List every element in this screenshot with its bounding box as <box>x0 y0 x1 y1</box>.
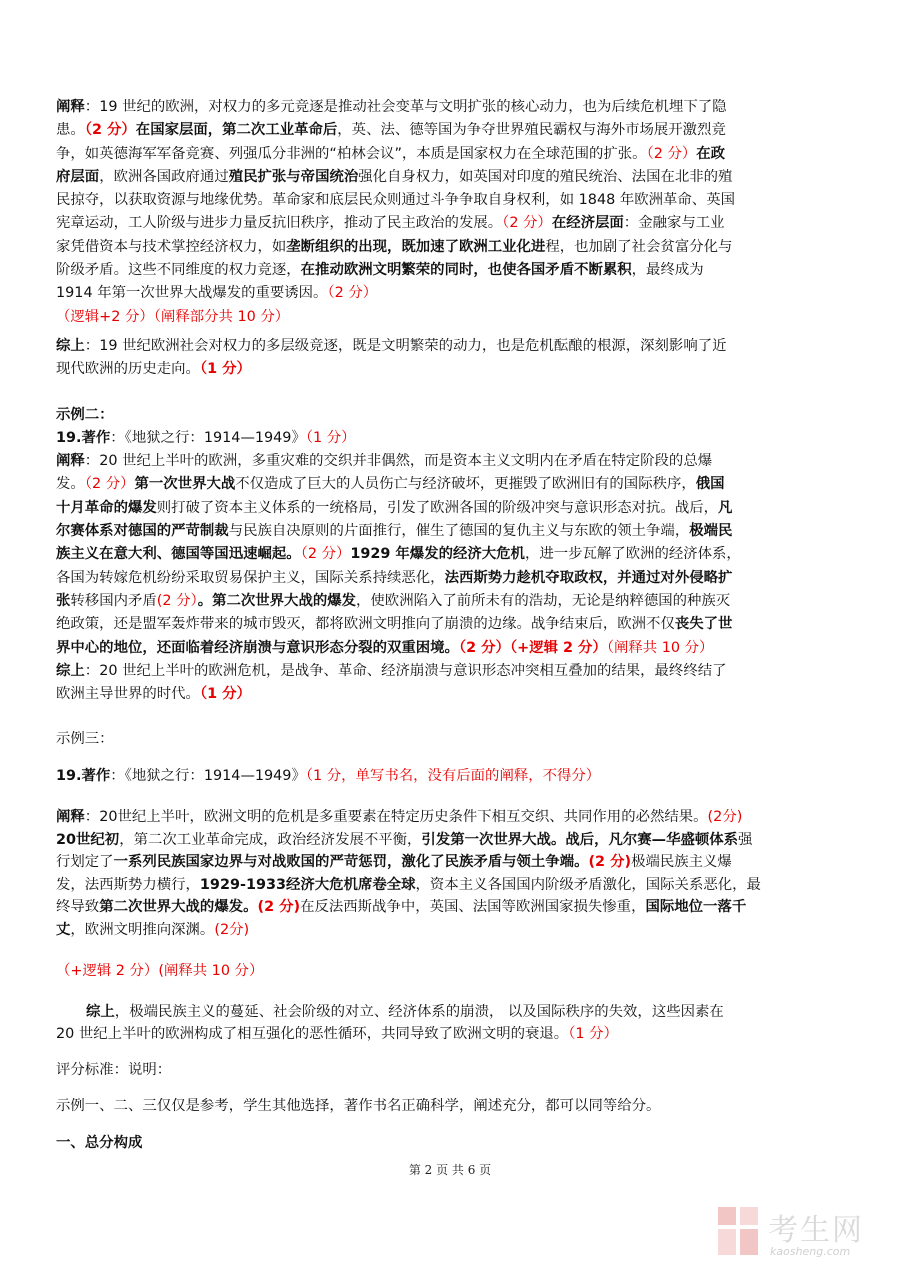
score-mark: （2 分） <box>84 122 136 139</box>
ex3-summary: 综上，极端民族主义的蔓延、社会阶级的对立、经济体系的崩溃， 以及国际秩序的失效，这些因素在 <box>86 1003 724 1020</box>
ex1-summary: 综上：19 世纪欧洲社会对权力的多层级竞逐，既是文明繁荣的动力，也是危机酝酿的根源，深刻影响了近 <box>56 337 727 354</box>
watermark-en: kaosheng.com <box>770 1245 851 1258</box>
ex3-title: 示例三： <box>56 731 114 748</box>
ex2-title: 示例二： <box>56 406 114 423</box>
ex2-paragraph: 阐释：20 世纪上半叶的欧洲，多重灾难的交织并非偶然，而是资本主义文明内在矛盾在特定阶段的总爆 <box>56 453 713 470</box>
ex2-summary: 综上：20 世纪上半叶的欧洲危机，是战争、革命、经济崩溃与意识形态冲突相互叠加的结果，最终终结了 <box>56 662 727 679</box>
criteria-title: 评分标准：说明： <box>56 1062 172 1079</box>
explain-label: 阐释 <box>56 99 85 115</box>
section-heading: 一、总分构成 <box>56 1134 143 1151</box>
criteria-text: 示例一、二、三仅仅是参考，学生其他选择，著作书名正确科学，阐述充分，都可以同等给分。 <box>56 1098 661 1115</box>
score-mark: （1 分） <box>199 361 251 378</box>
ex1-paragraph: 阐释：19 世纪的欧洲，对权力的多元竞逐是推动社会变革与文明扩张的核心动力，也为后续危机埋下了隐 <box>56 99 727 115</box>
ex3-paragraph: 阐释：20世纪上半叶，欧洲文明的危机是多重要素在特定历史条件下相互交织、共同作用的必然结果。(2分) <box>56 809 743 826</box>
ex3-score-line: （+逻辑 2 分）(阐释共 10 分） <box>56 962 264 979</box>
ex3-work: 19.著作：《地狱之行：1914—1949》（1 分，单写书名，没有后面的阐释，不得分） <box>56 767 601 784</box>
score-mark: （2 分） <box>646 145 697 162</box>
page-number: 第 2 页 共 6 页 <box>408 1163 492 1177</box>
page-content: 阐释：19 世纪的欧洲，对权力的多元竞逐是推动社会变革与文明扩张的核心动力，也为后续危机埋下了隐 患。（2 分）在国家层面，第二次工业革命后，英、法、德等国为争夺世界殖民霸权与海外市场展开激烈竞 争，如英德海军军备竞赛、列强瓜分非洲的“柏林会议”，本质是国家权力在全球范围的扩张。（2 分）在政 府层面，欧洲各国政府通过殖民扩张与帝国统治强化自身权力，如英国对印度的殖民统治、法国在北非的殖 民掠夺，以获取资源与地缘优势。革命家和底层民众则通过斗争争取自身权利，如 1848 年欧洲革命、英国 宪章运动，工人阶级与进步力量反抗旧秩序，推动了民主政治的发展。（2 分）在经济层面：金融家与工业 家凭借资本与技术掌控经济权力，如垄断组织的出现，既加速了欧洲工业化进程，也加剧了社会贫富分化与 阶级矛盾。这些不同维度的权力竞逐，在推动欧洲文明繁荣的同时，也使各国矛盾不断累积，最终成为 1914 年第一次世界大战爆发的重要诱因。（2 分） （逻辑+2 分）（阐释部分共 10 分） 综上：19 世纪欧洲社会对权力的多层级竞逐，既是文明繁荣的动力，也是危机酝酿的根源，深刻影响了近 现代欧洲的历史走向。（1 分） 示例二： 19.著作：《地狱之行：1914—1949》（1 分） 阐释：20 世纪上半叶的欧洲，多重灾难的交织并非偶然，而是资本主义文明内在矛盾在特定阶段的总爆 发。（2 分）第一次世界大战不仅造成了巨大的人员伤亡与经济破坏，更摧毁了欧洲旧有的国际秩序，俄国 十月革命的爆发则打破了资本主义体系的一统格局，引发了欧洲各国的阶级冲突与意识形态对抗。战后，凡 尔赛体系对德国的严苛制裁与民族自决原则的片面推行，催生了德国的复仇主义与东欧的领土争端，极端民 族主义在意大利、德国等国迅速崛起。（2 分）1929 年爆发的经济大危机，进一步瓦解了欧洲的经济体系， 各国为转嫁危机纷纷采取贸易保护主义，国际关系持续恶化，法西斯势力趁机夺取政权，并通过对外侵略扩 张转移国内矛盾(2 分）。第二次世界大战的爆发，使欧洲陷入了前所未有的浩劫，无论是纳粹德国的种族灭 绝政策，还是盟军轰炸带来的城市毁灭，都将欧洲文明推向了崩溃的边缘。战争结束后，欧洲不仅丧失了世 界中心的地位，还面临着经济崩溃与意识形态分裂的双重困境。（2 分）（+逻辑 2 分）（阐释共 10 分） 综上：20 世纪上半叶的欧洲危机，是战争、革命、经济崩溃与意识形态冲突相互叠加的结果，最终终结了 欧洲主导世界的时代。（1 分） 示例三： 19.著作：《地狱之行：1914—1949》（1 分，单写书名，没有后面的阐释，不得分） 阐释：20世纪上半叶，欧洲文明的危机是多重要素在特定历史条件下相互交织、共同作用的必然结果。(2分) 20世纪初，第二次工业革命完成，政治经济发展不平衡，引发第一次世界大战。战后，凡尔赛—华盛顿体系强 行划定了一系列民族国家边界与对战败国的严苛惩罚，激化了民族矛盾与领土争端。(2 分)极端民族主义爆 发，法西斯势力横行，1929-1933经济大危机席卷全球，资本主义各国国内阶级矛盾激化，国际关系恶化，最 终导致第二次世界大战的爆发。(2 分)在反法西斯战争中，英国、法国等欧洲国家损失惨重，国际地位一落千 丈，欧洲文明推向深渊。(2分) （+逻辑 2 分）(阐释共 10 分） 综上，极端民族主义的蔓延、社会阶级的对立、经济体系的崩溃， 以及国际秩序的失效，这些因素在 20 世纪上半叶的欧洲构成了相互强化的恶性循环，共同导致了欧洲文明的衰退。（1 分） 评分标准：说明： 示例一、二、三仅仅是参考，学生其他选择，著作书名正确科学，阐述充分，都可以同等给分。 一、总分构成 <box>56 96 846 1155</box>
score-mark: （2 分） <box>502 215 552 232</box>
ex1-score-line: （逻辑+2 分）（阐释部分共 10 分） <box>56 308 290 325</box>
score-mark: （2 分） <box>327 285 378 302</box>
watermark-cn: 考生网 <box>768 1213 864 1248</box>
kaosheng-logo-icon <box>716 1203 762 1259</box>
watermark <box>716 1203 886 1263</box>
ex2-work: 19.著作：《地狱之行：1914—1949》（1 分） <box>56 429 356 446</box>
